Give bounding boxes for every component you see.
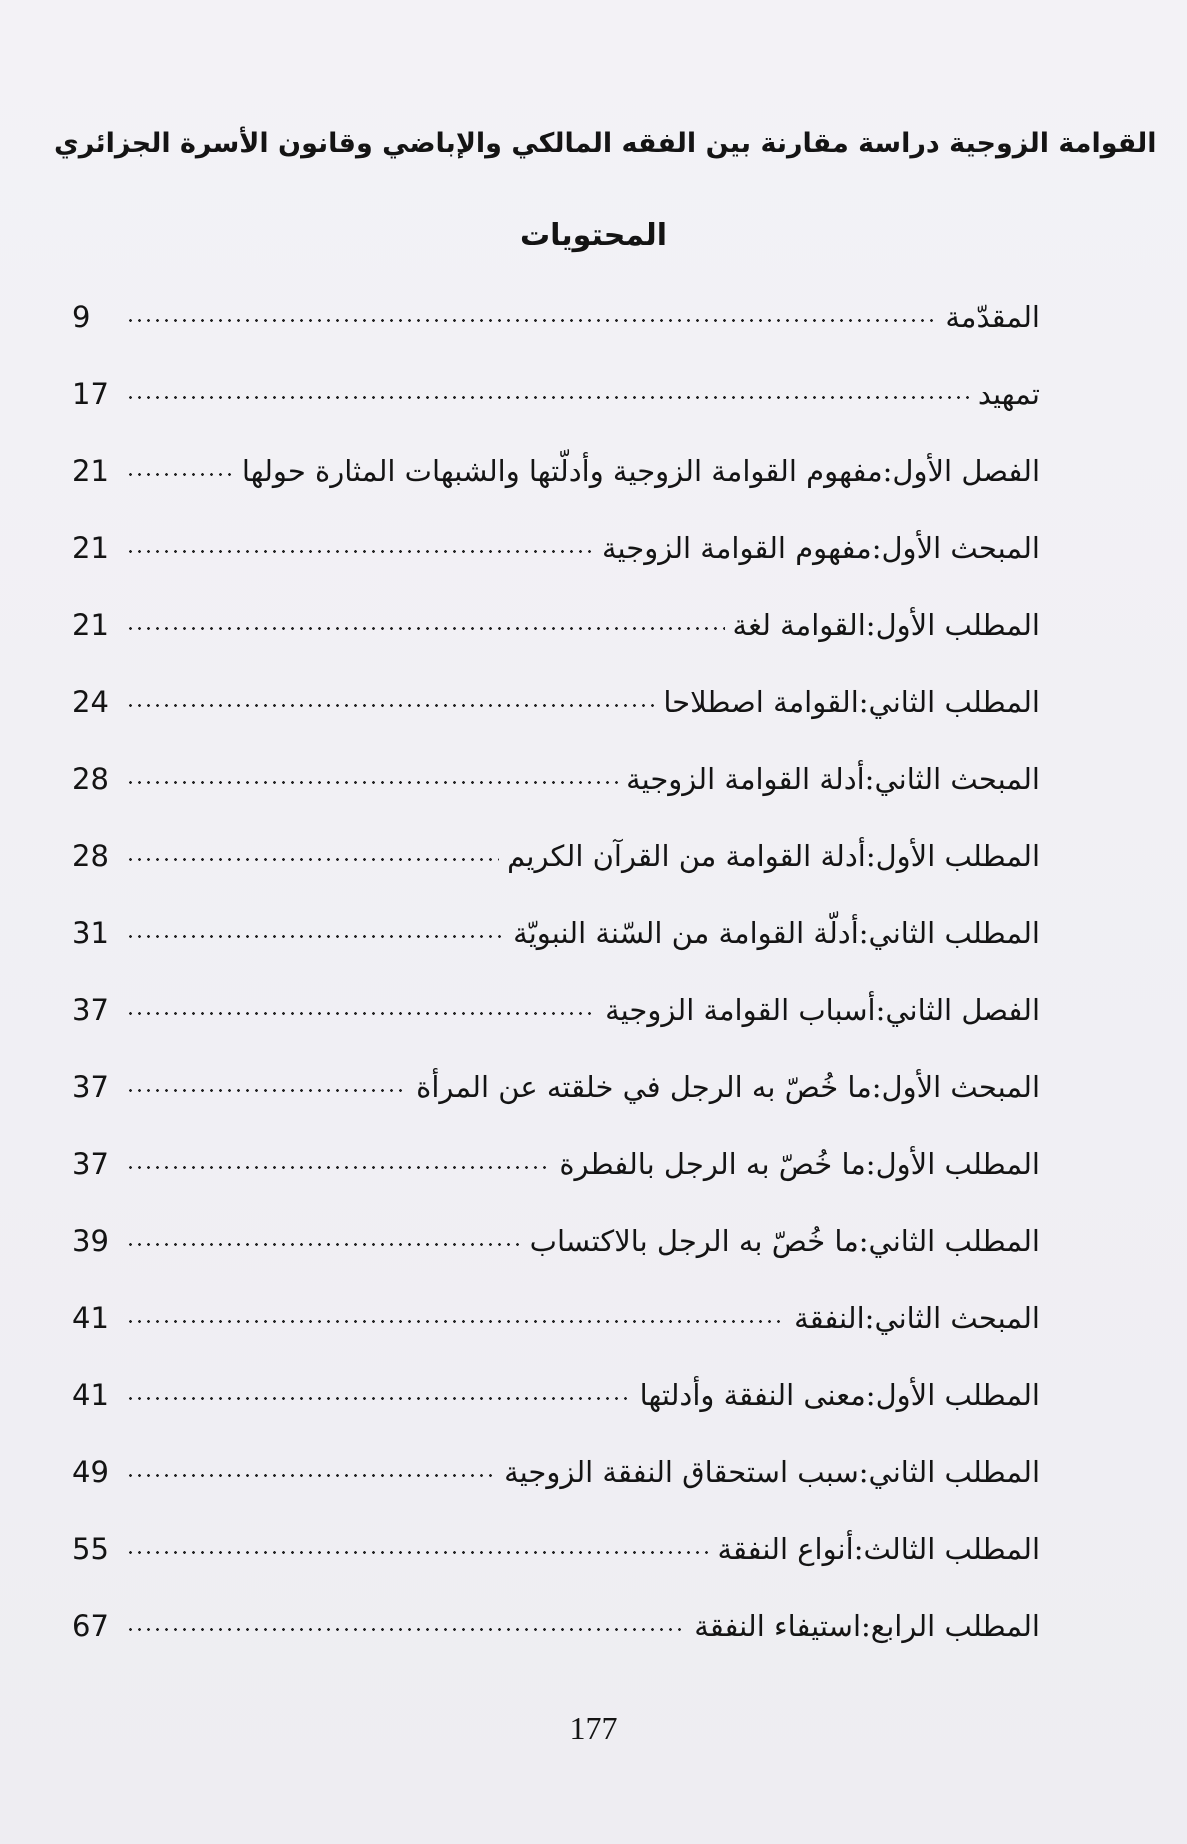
dot-leader <box>126 841 499 870</box>
toc-entry-label: المطلب الثاني:سبب استحقاق النفقة الزوجية <box>504 1454 1040 1489</box>
toc-entry-label: المطلب الأول:معنى النفقة وأدلتها <box>639 1377 1040 1412</box>
toc-entry-label: المبحث الثاني:أدلة القوامة الزوجية <box>626 761 1040 796</box>
dot-leader <box>126 610 725 639</box>
toc-entry-page: 24 <box>72 684 109 719</box>
page-number: 177 <box>569 1710 618 1746</box>
toc-entry-label: المبحث الأول:مفهوم القوامة الزوجية <box>601 530 1040 565</box>
dot-leader <box>126 1072 408 1101</box>
toc-entry-label: المقدّمة <box>945 299 1040 334</box>
running-header-title: القوامة الزوجية دراسة مقارنة بين الفقه المالكي والإباضي وقانون الأسرة الجزائري <box>54 127 1157 159</box>
toc-entry <box>72 1125 1040 1202</box>
toc-entry-page: 37 <box>72 1146 109 1181</box>
toc-entry-page: 21 <box>72 453 109 488</box>
toc-entry-label: تمهيد <box>977 376 1040 411</box>
dot-leader <box>126 1457 496 1486</box>
toc-entry-page: 28 <box>72 761 109 796</box>
toc-entry-label: المطلب الثاني:القوامة اصطلاحا <box>663 684 1040 719</box>
dot-leader <box>126 1534 709 1563</box>
dot-leader <box>126 533 594 562</box>
toc-entry <box>72 971 1040 1048</box>
toc-entry <box>72 355 1040 432</box>
toc-entry <box>72 1356 1040 1433</box>
dot-leader <box>126 995 597 1024</box>
toc-entry-page: 28 <box>72 838 109 873</box>
toc-entry-page: 21 <box>72 530 109 565</box>
toc-entry-label: المطلب الثاني:أدلّة القوامة من السّنة النبويّة <box>513 915 1040 950</box>
toc-entry <box>72 1433 1040 1510</box>
dot-leader <box>126 379 970 408</box>
dot-leader <box>126 1303 786 1332</box>
toc-entry-label: المطلب الثالث:أنواع النفقة <box>717 1531 1040 1566</box>
table-of-contents <box>72 278 1040 1664</box>
toc-entry-label: الفصل الأول:مفهوم القوامة الزوجية وأدلّتها والشبهات المثارة حولها <box>241 453 1040 488</box>
toc-entry-page: 41 <box>72 1377 109 1412</box>
dot-leader <box>126 1611 686 1640</box>
toc-entry-label: المطلب الرابع:استيفاء النفقة <box>694 1608 1040 1643</box>
toc-entry-page: 9 <box>72 299 91 334</box>
dot-leader <box>126 918 505 947</box>
running-header <box>40 118 1157 168</box>
dot-leader <box>126 1380 632 1409</box>
dot-leader <box>126 764 618 793</box>
toc-entry <box>72 1202 1040 1279</box>
toc-entry-label: المطلب الأول:ما خُصّ به الرجل بالفطرة <box>559 1146 1040 1181</box>
toc-entry <box>72 1587 1040 1664</box>
dot-leader <box>126 1149 551 1178</box>
toc-entry <box>72 1048 1040 1125</box>
toc-entry-label: المطلب الأول:القوامة لغة <box>732 607 1040 642</box>
toc-entry-page: 39 <box>72 1223 109 1258</box>
toc-entry-page: 21 <box>72 607 109 642</box>
toc-entry <box>72 663 1040 740</box>
toc-entry <box>72 278 1040 355</box>
toc-entry <box>72 509 1040 586</box>
toc-entry <box>72 432 1040 509</box>
toc-entry-label: المبحث الأول:ما خُصّ به الرجل في خلقته عن المرأة <box>416 1069 1040 1104</box>
toc-entry <box>72 817 1040 894</box>
toc-entry-page: 17 <box>72 376 109 411</box>
toc-entry-page: 31 <box>72 915 109 950</box>
dot-leader <box>126 456 234 485</box>
toc-entry-page: 41 <box>72 1300 109 1335</box>
toc-entry-label: الفصل الثاني:أسباب القوامة الزوجية <box>605 992 1040 1027</box>
toc-entry-page: 49 <box>72 1454 109 1489</box>
dot-leader <box>126 1226 522 1255</box>
toc-entry-label: المبحث الثاني:النفقة <box>794 1300 1040 1335</box>
toc-entry <box>72 740 1040 817</box>
toc-entry-label: المطلب الثاني:ما خُصّ به الرجل بالاكتساب <box>529 1223 1040 1258</box>
toc-title: المحتويات <box>519 218 667 253</box>
toc-entry-page: 67 <box>72 1608 109 1643</box>
toc-entry-page: 37 <box>72 1069 109 1104</box>
toc-entry-page: 55 <box>72 1531 109 1566</box>
toc-entry-page: 37 <box>72 992 109 1027</box>
toc-entry <box>72 1510 1040 1587</box>
dot-leader <box>126 687 655 716</box>
toc-entry <box>72 1279 1040 1356</box>
toc-entry <box>72 894 1040 971</box>
toc-entry-label: المطلب الأول:أدلة القوامة من القرآن الكريم <box>507 838 1040 873</box>
toc-entry <box>72 586 1040 663</box>
dot-leader <box>126 302 937 331</box>
